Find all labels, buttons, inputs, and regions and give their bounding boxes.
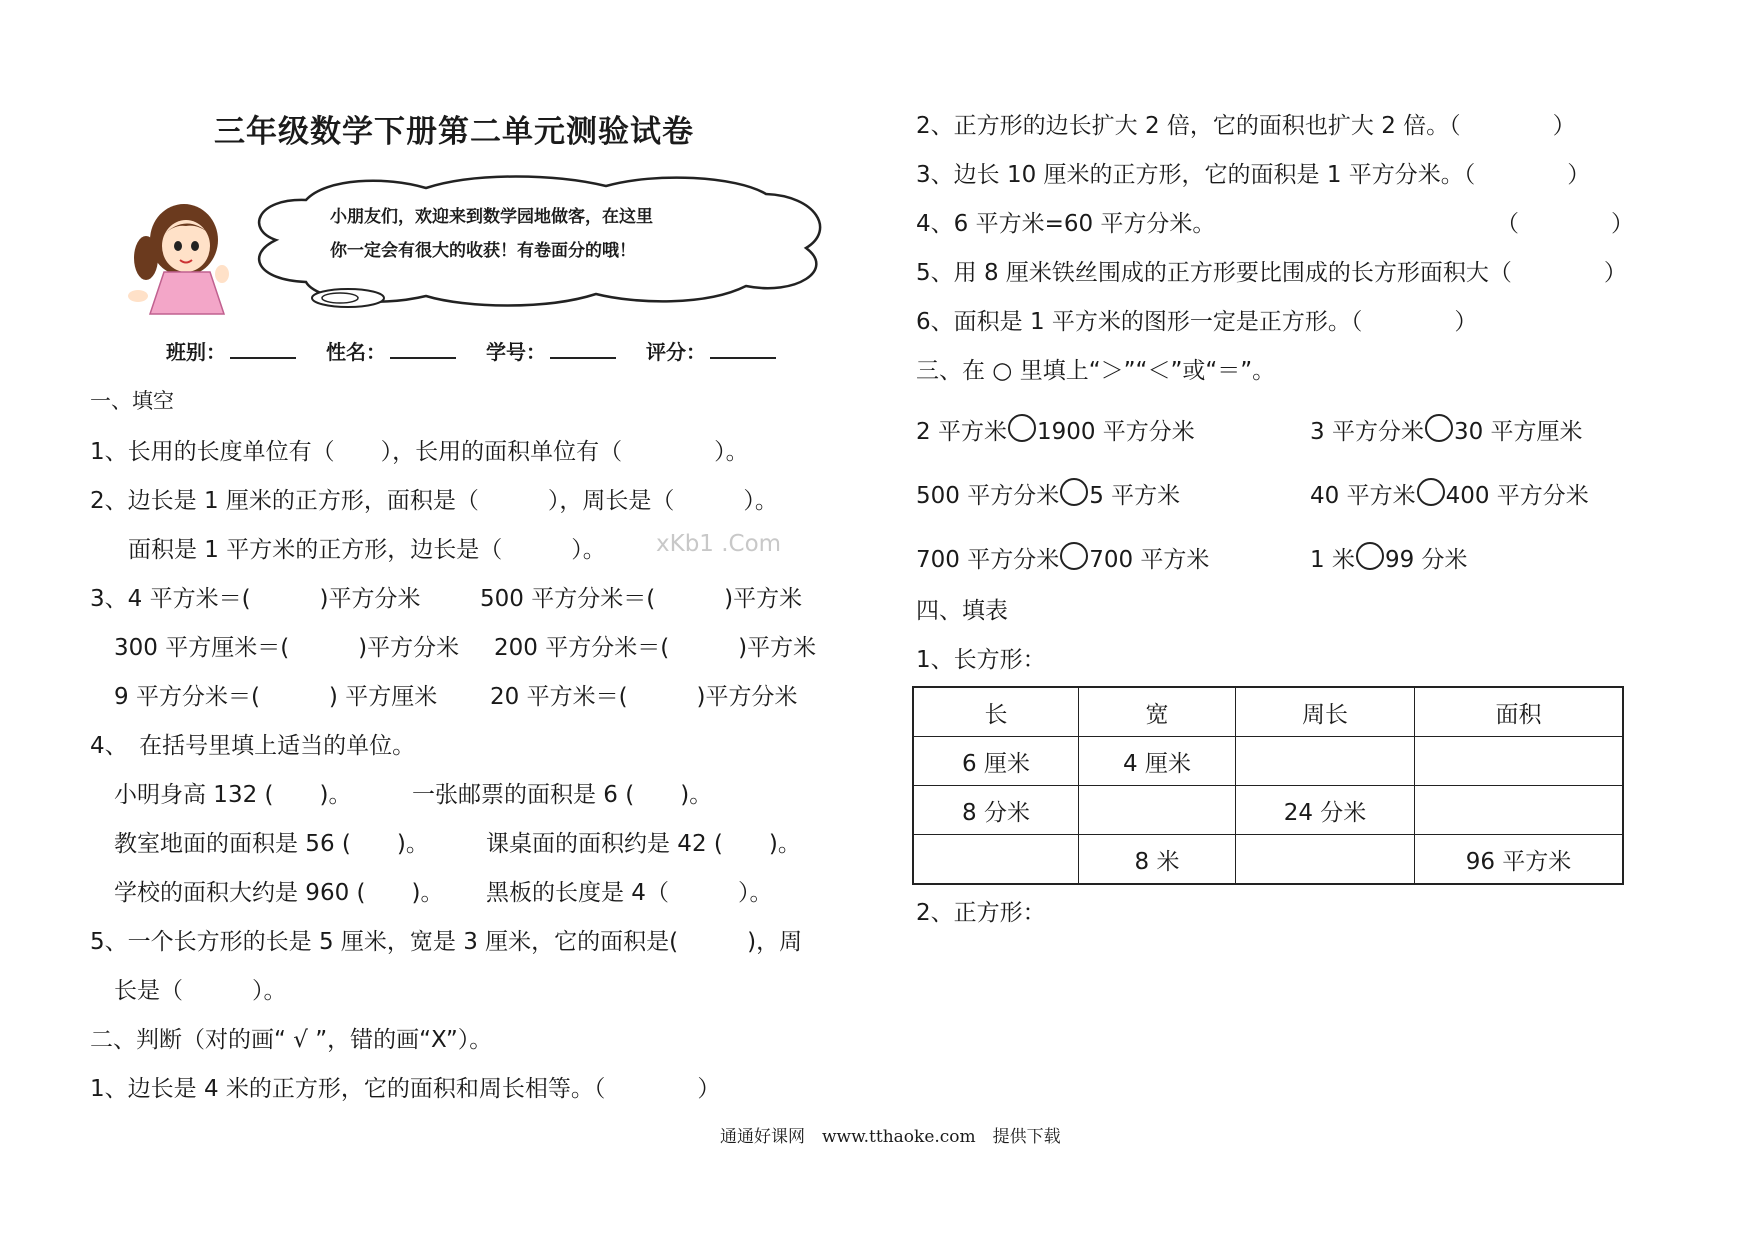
header-length: 长 <box>913 687 1079 737</box>
table-cell[interactable] <box>1079 786 1236 835</box>
score-label: 评分： <box>646 340 706 364</box>
question-4c-2: 黑板的长度是 4（ ）。 <box>486 880 773 906</box>
compare-circle[interactable] <box>1060 478 1088 506</box>
table-header-row <box>913 687 1623 737</box>
compare-1 <box>916 413 1195 446</box>
compare-circle[interactable] <box>1417 478 1445 506</box>
speech-line-1: 小朋友们，欢迎来到数学园地做客，在这里 <box>330 207 653 227</box>
compare-4 <box>1310 477 1589 510</box>
compare-4-left: 40 平方米 <box>1310 483 1416 509</box>
table-cell: 8 分米 <box>913 786 1079 835</box>
question-4b-2: 课桌面的面积约是 42 ( )。 <box>486 831 801 857</box>
question-1: 1、长用的长度单位有（ ），长用的面积单位有（ ）。 <box>90 439 749 465</box>
watermark: xKb1 .Com <box>656 531 782 557</box>
table-cell: 96 平方米 <box>1415 835 1624 885</box>
compare-2 <box>1310 413 1583 446</box>
table-cell[interactable] <box>1236 737 1415 786</box>
question-4c-1: 学校的面积大约是 960 ( )。 <box>114 880 444 906</box>
question-3b-1: 300 平方厘米＝( )平方分米 <box>114 635 460 661</box>
header-perimeter: 周长 <box>1236 687 1415 737</box>
header-width: 宽 <box>1079 687 1236 737</box>
compare-2-left: 3 平方分米 <box>1310 419 1424 445</box>
number-blank[interactable] <box>550 356 616 359</box>
footer-credit: 通通好课网 www.tthaoke.com 提供下载 <box>720 1127 1061 1147</box>
judge-4: 4、6 平方米=60 平方分米。 <box>916 211 1216 237</box>
section-4-heading: 四、填表 <box>916 598 1008 624</box>
table-row <box>913 737 1623 786</box>
section-1-heading: 一、填空 <box>90 389 174 413</box>
compare-circle[interactable] <box>1425 414 1453 442</box>
compare-5 <box>916 541 1209 574</box>
table-cell: 8 米 <box>1079 835 1236 885</box>
header-area: 面积 <box>1415 687 1624 737</box>
question-5: 5、一个长方形的长是 5 厘米，宽是 3 厘米，它的面积是( )，周 <box>90 929 803 955</box>
section-3-heading: 三、在 ○ 里填上“＞”“＜”或“＝”。 <box>916 358 1276 384</box>
question-3c-2: 20 平方米＝( )平方分米 <box>490 684 798 710</box>
compare-1-right: 1900 平方分米 <box>1036 419 1195 445</box>
compare-1-left: 2 平方米 <box>916 419 1007 445</box>
question-2: 2、边长是 1 厘米的正方形，面积是（ ），周长是（ ）。 <box>90 488 778 514</box>
rectangle-table <box>912 686 1624 885</box>
compare-3 <box>916 477 1180 510</box>
compare-6-left: 1 米 <box>1310 547 1355 573</box>
judge-4-blank: （ ） <box>1496 211 1634 237</box>
question-4b-1: 教室地面的面积是 56 ( )。 <box>114 831 429 857</box>
table-cell: 6 厘米 <box>913 737 1079 786</box>
compare-6 <box>1310 541 1468 574</box>
question-5b: 长是（ ）。 <box>114 978 287 1004</box>
compare-3-left: 500 平方分米 <box>916 483 1060 509</box>
question-3b-2: 200 平方分米＝( )平方米 <box>494 635 817 661</box>
question-4: 4、 在括号里填上适当的单位。 <box>90 733 416 759</box>
compare-3-right: 5 平方米 <box>1089 483 1181 509</box>
question-2b: 面积是 1 平方米的正方形，边长是（ ）。 <box>128 537 606 563</box>
number-label: 学号： <box>486 340 546 364</box>
judge-2: 2、正方形的边长扩大 2 倍，它的面积也扩大 2 倍。（ ） <box>916 113 1576 139</box>
compare-5-left: 700 平方分米 <box>916 547 1060 573</box>
compare-2-right: 30 平方厘米 <box>1453 419 1583 445</box>
compare-circle[interactable] <box>1356 542 1384 570</box>
question-3c-1: 9 平方分米＝( ) 平方厘米 <box>114 684 438 710</box>
info-fields <box>166 336 806 365</box>
table-cell: 24 分米 <box>1236 786 1415 835</box>
compare-circle[interactable] <box>1008 414 1036 442</box>
table-cell[interactable] <box>913 835 1079 885</box>
table-cell: 4 厘米 <box>1079 737 1236 786</box>
speech-line-2: 你一定会有很大的收获！有卷面分的哦！ <box>330 241 636 261</box>
compare-circle[interactable] <box>1060 542 1088 570</box>
class-label: 班别： <box>166 340 226 364</box>
table-row <box>913 835 1623 885</box>
class-blank[interactable] <box>230 356 296 359</box>
table-cell[interactable] <box>1415 737 1624 786</box>
table-cell[interactable] <box>1415 786 1624 835</box>
judge-5: 5、用 8 厘米铁丝围成的正方形要比围成的长方形面积大（ ） <box>916 260 1627 286</box>
judge-1: 1、边长是 4 米的正方形，它的面积和周长相等。（ ） <box>90 1076 721 1102</box>
score-blank[interactable] <box>710 356 776 359</box>
compare-4-right: 400 平方分米 <box>1445 483 1589 509</box>
table-2-label: 2、正方形： <box>916 900 1046 926</box>
judge-6: 6、面积是 1 平方米的图形一定是正方形。（ ） <box>916 309 1478 335</box>
name-label: 性名： <box>326 340 386 364</box>
table-row <box>913 786 1623 835</box>
question-4a-1: 小明身高 132 ( )。 <box>114 782 352 808</box>
question-4a-2: 一张邮票的面积是 6 ( )。 <box>412 782 713 808</box>
compare-5-right: 700 平方米 <box>1089 547 1210 573</box>
section-2-heading: 二、判断（对的画“ √ ”，错的画“X”）。 <box>90 1027 493 1053</box>
judge-3: 3、边长 10 厘米的正方形，它的面积是 1 平方分米。（ ） <box>916 162 1591 188</box>
table-1-label: 1、长方形： <box>916 647 1046 673</box>
question-3a-2: 500 平方分米＝( )平方米 <box>480 586 803 612</box>
page-title: 三年级数学下册第二单元测验试卷 <box>214 114 694 150</box>
compare-6-right: 99 分米 <box>1384 547 1468 573</box>
name-blank[interactable] <box>390 356 456 359</box>
girl-illustration <box>128 198 238 316</box>
question-3a-1: 3、4 平方米＝( )平方分米 <box>90 586 421 612</box>
table-cell[interactable] <box>1236 835 1415 885</box>
